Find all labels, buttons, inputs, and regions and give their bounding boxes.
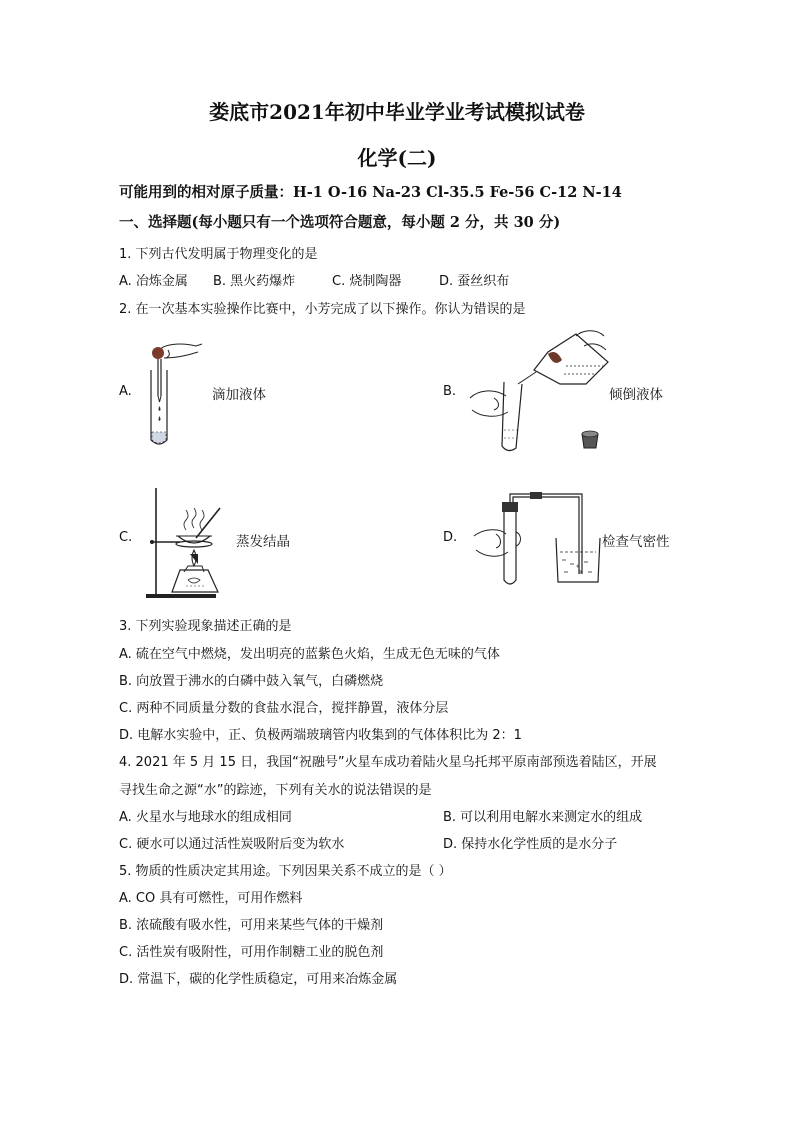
q4-option-b: B. 可以利用电解水来测定水的组成 [443,810,643,825]
q5-option-d: D. 常温下，碳的化学性质稳定，可用来冶炼金属 [119,972,398,987]
airtightness-illustration [470,488,600,588]
q1-option-c: C. 烧制陶器 [332,274,402,289]
q1-option-d: D. 蚕丝织布 [439,274,510,289]
q5-option-b: B. 浓硫酸有吸水性，可用来某些气体的干燥剂 [119,918,384,933]
q5-option-c: C. 活性炭有吸附性，可用作制糖工业的脱色剂 [119,945,384,960]
question-1-stem: 1. 下列古代发明属于物理变化的是 [119,247,318,262]
q2-option-d-label: 检查气密性 [602,534,670,550]
q2-option-c-letter: C. [119,530,133,545]
q3-option-d: D. 电解水实验中，正、负极两端玻璃管内收集到的气体体积比为 2：1 [119,728,522,743]
dropper-illustration [140,336,210,448]
q3-option-b: B. 向放置于沸水的白磷中鼓入氧气，白磷燃烧 [119,674,384,689]
question-4-stem-line1: 4. 2021 年 5 月 15 日，我国“祝融号”火星车成功着陆火星乌托邦平原南部预选着陆区，开展 [119,755,657,770]
q4-option-d: D. 保持水化学性质的是水分子 [443,837,618,852]
page-subtitle: 化学(二) [357,146,437,170]
section-heading: 一、选择题(每小题只有一个选项符合题意，每小题 2 分，共 30 分) [119,214,561,231]
q1-option-a: A. 冶炼金属 [119,274,188,289]
q4-option-c: C. 硬水可以通过活性炭吸附后变为软水 [119,837,345,852]
q3-option-c: C. 两种不同质量分数的食盐水混合，搅拌静置，液体分层 [119,701,449,716]
q3-option-a: A. 硫在空气中燃烧，发出明亮的蓝紫色火焰，生成无色无味的气体 [119,647,500,662]
q2-option-b-letter: B. [443,384,457,399]
page-title: 娄底市2021年初中毕业学业考试模拟试卷 [209,100,585,124]
q5-option-a: A. CO 具有可燃性，可用作燃料 [119,891,303,906]
evaporation-illustration [140,484,230,602]
atomic-masses: 可能用到的相对原子质量：H-1 O-16 Na-23 Cl-35.5 Fe-56 C-12 N-14 [119,184,622,201]
question-3-stem: 3. 下列实验现象描述正确的是 [119,619,292,634]
q1-option-b: B. 黑火药爆炸 [213,274,296,289]
q2-option-c-label: 蒸发结晶 [236,534,290,550]
pouring-illustration [464,326,614,456]
q4-option-a: A. 火星水与地球水的组成相同 [119,810,292,825]
q2-option-d-letter: D. [443,530,458,545]
q2-option-b-label: 倾倒液体 [609,387,663,403]
question-5-stem: 5. 物质的性质决定其用途。下列因果关系不成立的是（ ） [119,864,452,879]
q2-option-a-label: 滴加液体 [212,387,266,403]
question-4-stem-line2: 寻找生命之源“水”的踪迹，下列有关水的说法错误的是 [119,783,432,798]
q2-option-a-letter: A. [119,384,132,399]
question-2-stem: 2. 在一次基本实验操作比赛中，小芳完成了以下操作。你认为错误的是 [119,302,526,317]
